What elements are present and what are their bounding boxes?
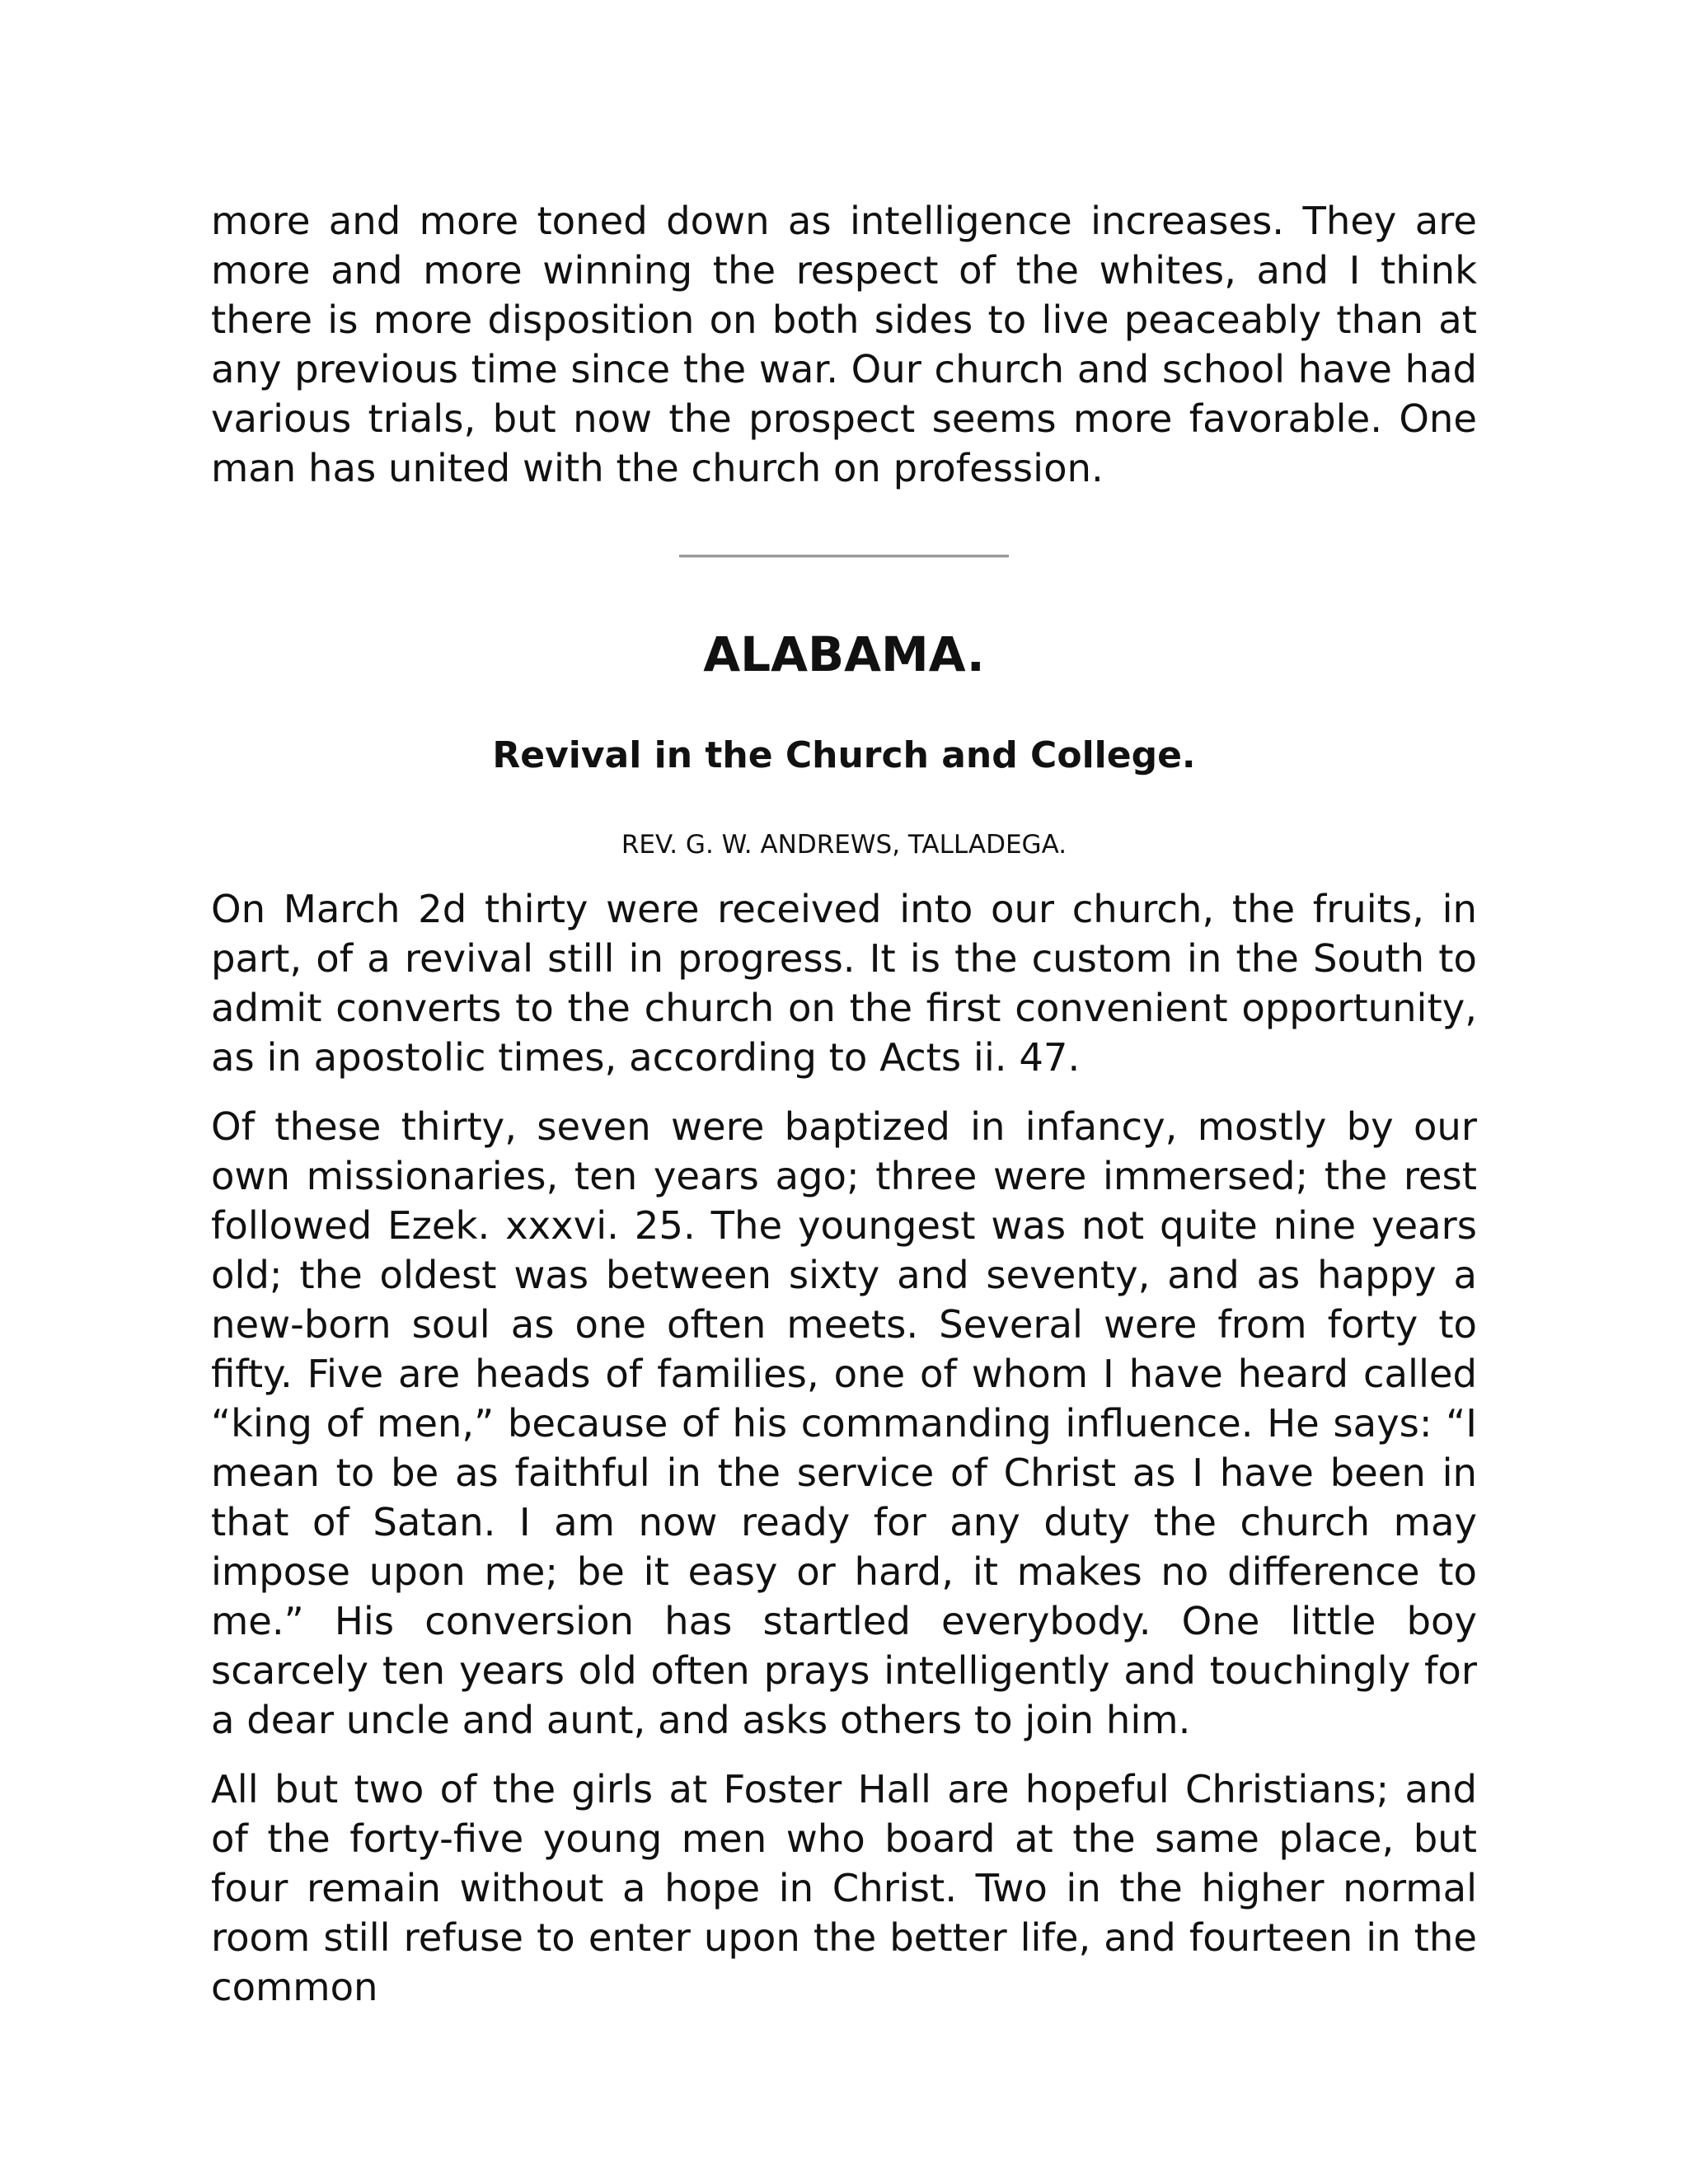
author-byline: REV. G. W. ANDREWS, TALLADEGA. [621,830,1067,860]
section-subheading: Revival in the Church and College. [492,734,1196,776]
section-heading: ALABAMA. [703,626,985,682]
section-divider [679,555,1009,558]
body-paragraph-1: On March 2d thirty were received into our church, the fruits, in part, of a revival still in progress. It is the custom in the South to admit converts to the church on the first convenient opportunity, as in apostolic times, according to Acts ii. 47. [211,887,1477,1080]
article-body [211,884,1477,2012]
opening-paragraph: more and more toned down as intelligence increases. They are more and more winning the respect of the whites, and I think there is more disposition on both sides to live peaceably than at any previous time since the war. Our church and school have had various trials, but now the prospect seems more favorable. One man has united with the church on profession. [211,199,1477,490]
body-paragraph-2: Of these thirty, seven were baptized in infancy, mostly by our own missionaries, ten years ago; three were immersed; the rest followed Ezek. xxxvi. 25. The youngest was not quite nine years old; the oldest was between sixty and seventy, and as happy a new-born soul as one often meets. Several were from forty to fifty. Five are heads of families, one of whom I have heard called “king of men,” because of his commanding influence. He says: “I mean to be as faithful in the service of Christ as I have been in that of Satan. I am now ready for any duty the church may impose upon me; be it easy or hard, it makes no difference to me.” His conversion has startled everybody. One little boy scarcely ten years old often prays intelligently and touchingly for a dear uncle and aunt, and asks others to join him. [211,1104,1477,1742]
document-page [211,196,1477,2012]
body-paragraph-3: All but two of the girls at Foster Hall are hopeful Christians; and of the forty-five young men who board at the same place, but four remain without a hope in Christ. Two in the higher normal room still refuse to enter upon the better life, and fourteen in the common [211,1767,1477,2009]
